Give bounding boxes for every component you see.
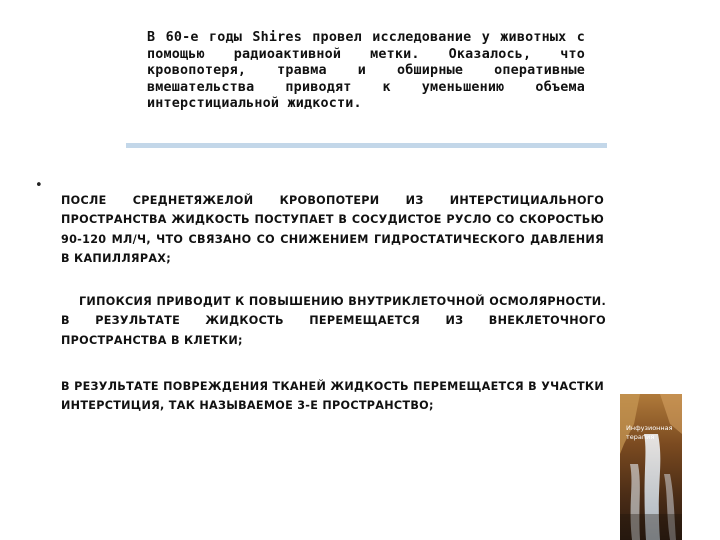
intro-paragraph: В 60-е годы Shires провел исследование у животных с помощью радиоактивной метки. Оказалось, что кровопотеря, травма и обширные оперативные вмешательства приводят к уменьшению объема интерстициальной жидкости.: [147, 30, 585, 111]
divider-bar: [126, 143, 607, 148]
paragraph-hypoxia: ГИПОКСИЯ ПРИВОДИТ К ПОВЫШЕНИЮ ВНУТРИКЛЕТОЧНОЙ ОСМОЛЯРНОСТИ. В РЕЗУЛЬТАТЕ ЖИДКОСТЬ ПЕРЕМЕЩАЕТСЯ ИЗ ВНЕКЛЕТОЧНОГО ПРОСТРАНСТВА В КЛЕТКИ;: [61, 295, 606, 347]
bullet-marker: •: [35, 178, 43, 193]
waterfall-thumbnail: [620, 394, 682, 540]
waterfall-image: [620, 394, 682, 540]
thumbnail-caption: Инфузионная терапия: [626, 424, 673, 441]
paragraph-blood-loss: ПОСЛЕ СРЕДНЕТЯЖЕЛОЙ КРОВОПОТЕРИ ИЗ ИНТЕРСТИЦИАЛЬНОГО ПРОСТРАНСТВА ЖИДКОСТЬ ПОСТУПАЕТ В СОСУДИСТОЕ РУСЛО СО СКОРОСТЬЮ 90-120 МЛ/Ч, ЧТО СВЯЗАНО СО СНИЖЕНИЕМ ГИДРОСТАТИЧЕСКОГО ДАВЛЕНИЯ В КАПИЛЛЯРАХ;: [61, 194, 604, 266]
paragraph-tissue-damage: В РЕЗУЛЬТАТЕ ПОВРЕЖДЕНИЯ ТКАНЕЙ ЖИДКОСТЬ ПЕРЕМЕЩАЕТСЯ В УЧАСТКИ ИНТЕРСТИЦИЯ, ТАК НАЗЫВАЕМОЕ 3-Е ПРОСТРАНСТВО;: [61, 380, 604, 413]
